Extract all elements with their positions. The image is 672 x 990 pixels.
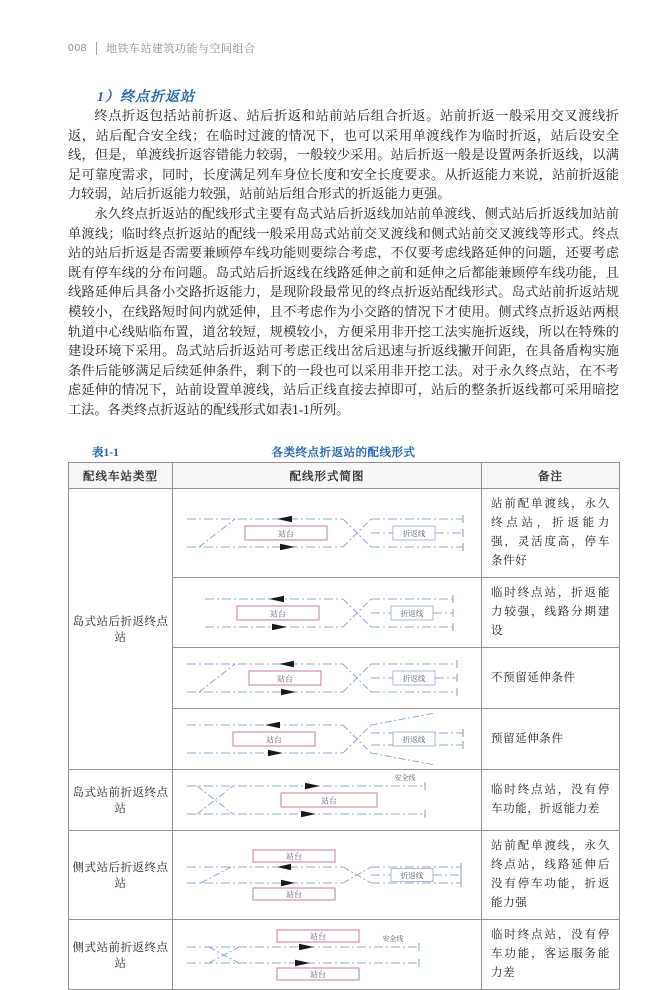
safety-line-label: 安全线 <box>394 774 416 782</box>
table-row <box>69 831 620 920</box>
diagram-cell <box>173 648 482 709</box>
turnback-line-label: 折返线 <box>400 608 424 618</box>
turnback-line-label: 折返线 <box>400 871 424 880</box>
body-text <box>68 106 619 420</box>
platform-label: 站台 <box>310 931 326 941</box>
platform-label: 站台 <box>266 735 282 745</box>
station-type-side-rear: 侧式站后折返终点站 <box>69 831 173 920</box>
diagram-cell <box>173 578 482 648</box>
platform-label: 站台 <box>310 969 326 979</box>
turnback-line-label: 折返线 <box>402 674 426 683</box>
island-rear-front-crossover-diagram <box>181 505 473 561</box>
platform-label: 站台 <box>278 529 294 539</box>
remark-cell: 预留延伸条件 <box>482 709 620 770</box>
page-number: 008 <box>68 42 88 54</box>
platform-label: 站台 <box>270 609 286 618</box>
remark-cell: 站前配单渡线，永久终点站，线路延伸后没有停车功能，折返能力强 <box>482 831 620 920</box>
book-title: 地铁车站建筑功能与空间组合 <box>106 43 256 55</box>
table-row <box>69 920 620 990</box>
table-row <box>69 770 620 831</box>
col-header-diagram: 配线形式简图 <box>173 463 482 489</box>
remark-cell: 站前配单渡线，永久终点站，折返能力强，灵活度高，停车条件好 <box>482 489 620 578</box>
running-head <box>68 40 256 56</box>
diagram-cell <box>173 920 482 990</box>
platform-label: 站台 <box>277 674 293 684</box>
station-type-side-front: 侧式站前折返终点站 <box>69 920 173 990</box>
col-header-remark: 备注 <box>482 463 620 489</box>
side-rear-turnback-diagram <box>181 847 473 903</box>
island-rear-no-extension-diagram <box>181 650 473 706</box>
section-heading: 1）终点折返站 <box>97 90 195 105</box>
safety-line-label: 安全线 <box>382 934 404 943</box>
remark-cell: 不预留延伸条件 <box>482 648 620 709</box>
remark-cell: 临时终点站，折返能力较强，线路分期建设 <box>482 578 620 648</box>
side-front-scissors-diagram <box>181 927 473 983</box>
island-rear-temporary-diagram <box>181 585 473 641</box>
turnback-line-label: 折返线 <box>402 529 426 538</box>
platform-label: 站台 <box>286 852 302 861</box>
turnback-line-label: 折返线 <box>402 735 426 744</box>
diagram-cell <box>173 489 482 578</box>
header-divider <box>96 42 97 55</box>
table-caption-id: 表1-1 <box>92 447 119 459</box>
platform-label: 站台 <box>321 796 337 806</box>
table-row <box>69 489 620 578</box>
island-rear-extension-reserved-diagram <box>181 711 473 767</box>
table-header-row <box>69 463 620 489</box>
table-caption <box>68 444 619 460</box>
table-caption-title: 各类终点折返站的配线形式 <box>271 447 416 459</box>
diagram-cell <box>173 770 482 831</box>
station-type-island-front: 岛式站前折返终点站 <box>69 770 173 831</box>
col-header-station-type: 配线车站类型 <box>69 463 173 489</box>
paragraph-1: 终点折返包括站前折返、站后折返和站前站后组合折返。站前折返一般采用交叉渡线折返，站后配合安全线；在临时过渡的情况下，也可以采用单渡线作为临时折返，站后设安全线，但是，单渡线折返容错能力较弱，一般较少采用。站后折返一般是设置两条折返线，以满足可靠度需求，同时，长度满足列车身位长度和安全长度要求。从折返能力来说，站前折返能力较弱，站后折返能力较强，站前站后组合形式的折返能力更强。 <box>68 108 619 202</box>
diagram-cell <box>173 831 482 920</box>
remark-cell: 临时终点站，没有停车功能，客运服务能力差 <box>482 920 620 990</box>
platform-label: 站台 <box>286 890 302 899</box>
island-front-scissors-diagram <box>181 772 473 828</box>
paragraph-2: 永久终点折返站的配线形式主要有岛式站后折返线加站前单渡线、侧式站后折返线加站前单渡线；临时终点折返站的配线一般采用岛式站前交叉渡线和侧式站前交叉渡线等形式。终点站的站后折返是否需要兼顾停车线功能则要综合考虑，不仅要考虑线路延伸的问题，还要考虑既有停车线的分布问题。岛式站后折返线在线路延伸之前和延伸之后都能兼顾停车线功能，且线路延伸后具备小交路折返能力，是现阶段最常见的终点折返站配线形式。岛式站前折返站规模较小，在线路短时间内就延伸，且不考虑作为小交路的情况下才使用。侧式终点折返站两根轨道中心线贴临布置，道岔较短，规模较小，方便采用非开挖工法实施折返线，所以在特殊的建设环境下采用。岛式站后折返站可考虑正线出岔后迅速与折返线撇开间距，在具备盾构实施条件后能够满足后续延伸条件，剩下的一段也可以采用非开挖工法。对于永久终点站，在不考虑延伸的情况下，站前设置单渡线，站后正线直接去掉即可，站后的整条折返线都可采用暗挖工法。各类终点折返站的配线形式如表1-1所列。 <box>68 205 619 417</box>
turnback-config-table <box>68 462 620 990</box>
diagram-cell <box>173 709 482 770</box>
remark-cell: 临时终点站，没有停车功能，折返能力差 <box>482 770 620 831</box>
station-type-island-rear: 岛式站后折返终点站 <box>69 489 173 770</box>
